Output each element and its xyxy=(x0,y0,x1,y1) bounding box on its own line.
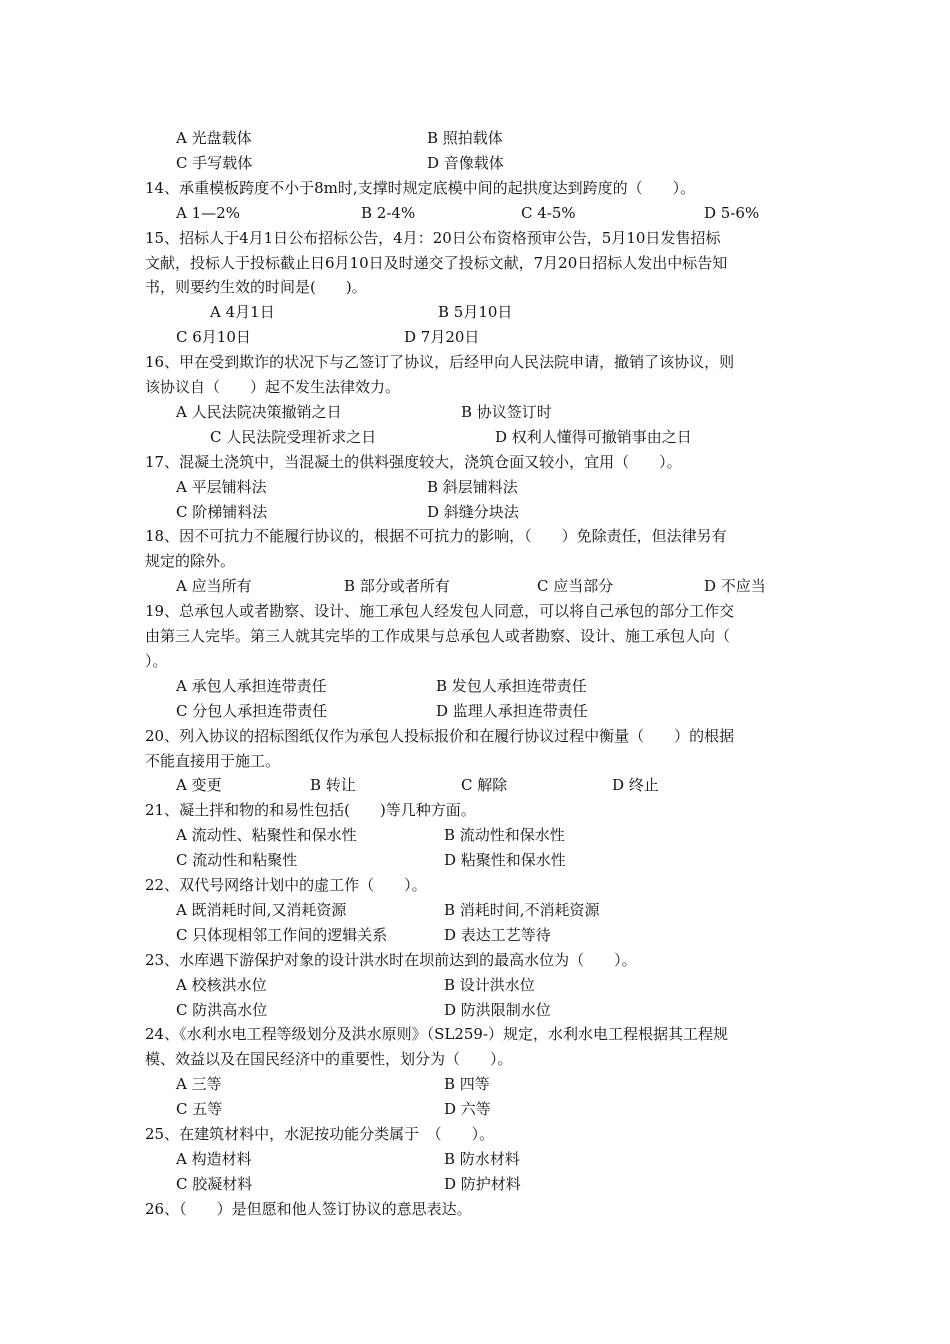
text-line: C 五等 xyxy=(176,1100,223,1118)
text-line: 18、因不可抗力不能履行协议的，根据不可抗力的影响，（ ）免除责任，但法律另有 xyxy=(145,527,727,545)
text-line: B 发包人承担连带责任 xyxy=(436,677,587,695)
text-line: 25、在建筑材料中，水泥按功能分类属于 （ ）。 xyxy=(145,1125,495,1143)
text-line: A 承包人承担连带责任 xyxy=(176,677,327,695)
text-line: C 应当部分 xyxy=(537,577,614,595)
text-line: D 监理人承担连带责任 xyxy=(436,702,588,720)
text-line: 15、招标人于4月1日公布招标公告，4月：20日公布资格预审公告，5月10日发售招标 xyxy=(145,229,721,247)
text-line: 16、甲在受到欺诈的状况下与乙签订了协议，后经甲向人民法院申请，撤销了该协议，则 xyxy=(145,353,735,371)
text-line: A 平层铺料法 xyxy=(176,478,267,496)
text-line: 规定的除外。 xyxy=(145,552,236,570)
text-line: A 构造材料 xyxy=(176,1150,252,1168)
text-line: 26、（ ）是但愿和他人签订协议的意思表达。 xyxy=(145,1200,472,1218)
text-line: 不能直接用于施工。 xyxy=(145,752,281,770)
text-line: A 变更 xyxy=(176,776,222,794)
text-line: D 粘聚性和保水性 xyxy=(444,851,566,869)
text-line: B 防水材料 xyxy=(444,1150,520,1168)
text-line: B 转让 xyxy=(310,776,356,794)
text-line: 21、凝土拌和物的和易性包括( )等几种方面。 xyxy=(145,801,476,819)
text-line: B 2-4% xyxy=(361,204,416,222)
text-line: A 既消耗时间,又消耗资源 xyxy=(176,901,347,919)
text-line: B 斜层铺料法 xyxy=(427,478,518,496)
text-line: B 部分或者所有 xyxy=(344,577,450,595)
text-line: A 三等 xyxy=(176,1075,222,1093)
text-line: C 阶梯铺料法 xyxy=(176,503,268,521)
text-line: C 分包人承担连带责任 xyxy=(176,702,328,720)
text-line: D 5-6% xyxy=(704,204,760,222)
text-line: B 设计洪水位 xyxy=(444,976,535,994)
text-line: A 流动性、粘聚性和保水性 xyxy=(176,826,357,844)
text-line: 24、《水利水电工程等级划分及洪水原则》（SL259-）规定，水利水电工程根据其工程规 xyxy=(145,1025,729,1043)
text-line: B 协议签订时 xyxy=(461,403,552,421)
text-line: B 消耗时间,不消耗资源 xyxy=(444,901,600,919)
text-line: C 解除 xyxy=(461,776,508,794)
text-line: D 六等 xyxy=(444,1100,491,1118)
text-line: 19、总承包人或者勘察、设计、施工承包人经发包人同意，可以将自己承包的部分工作交 xyxy=(145,602,735,620)
text-line: A 人民法院决策撤销之日 xyxy=(176,403,342,421)
text-line: C 6月10日 xyxy=(176,328,251,346)
text-line: 17、混凝土浇筑中，当混凝土的供料强度较大，浇筑仓面又较小，宜用（ ）。 xyxy=(145,453,682,471)
text-line: C 流动性和粘聚性 xyxy=(176,851,298,869)
text-line: C 手写载体 xyxy=(176,154,253,172)
text-line: D 7月20日 xyxy=(404,328,480,346)
text-line: A 4月1日 xyxy=(210,303,275,321)
text-line: C 只体现相邻工作间的逻辑关系 xyxy=(176,926,388,944)
text-line: D 不应当 xyxy=(704,577,766,595)
text-line: D 防护材料 xyxy=(444,1175,521,1193)
text-line: B 流动性和保水性 xyxy=(444,826,565,844)
text-line: B 照拍载体 xyxy=(427,129,503,147)
text-line: A 1—2% xyxy=(176,204,240,222)
text-line: D 斜缝分块法 xyxy=(427,503,519,521)
text-line: 文献，投标人于投标截止日6月10日及时递交了投标文献，7月20日招标人发出中标告知 xyxy=(145,254,728,272)
text-line: D 终止 xyxy=(612,776,659,794)
text-line: 该协议自（ ）起不发生法律效力。 xyxy=(145,378,401,396)
text-line: 14、承重模板跨度不小于8m时,支撑时规定底模中间的起拱度达到跨度的（ ）。 xyxy=(145,179,696,197)
text-line: A 应当所有 xyxy=(176,577,252,595)
text-line: A 光盘载体 xyxy=(176,129,252,147)
text-line: D 权利人懂得可撤销事由之日 xyxy=(495,428,692,446)
text-line: D 音像载体 xyxy=(427,154,504,172)
text-line: C 4-5% xyxy=(521,204,576,222)
text-line: C 胶凝材料 xyxy=(176,1175,253,1193)
text-line: A 校核洪水位 xyxy=(176,976,267,994)
text-line: C 防洪高水位 xyxy=(176,1001,268,1019)
text-line: 书，则要约生效的时间是( )。 xyxy=(145,278,367,296)
text-line: 22、双代号网络计划中的虚工作（ ）。 xyxy=(145,876,427,894)
text-line: 23、水库遇下游保护对象的设计洪水时在坝前达到的最高水位为（ ）。 xyxy=(145,951,637,969)
text-line: B 5月10日 xyxy=(438,303,513,321)
text-line: ）。 xyxy=(145,652,168,670)
text-line: C 人民法院受理祈求之日 xyxy=(210,428,377,446)
text-line: B 四等 xyxy=(444,1075,490,1093)
text-line: 由第三人完毕。第三人就其完毕的工作成果与总承包人或者勘察、设计、施工承包人向（ xyxy=(145,627,731,645)
text-line: 模、效益以及在国民经济中的重要性，划分为（ ）。 xyxy=(145,1050,513,1068)
text-line: D 防洪限制水位 xyxy=(444,1001,551,1019)
text-line: D 表达工艺等待 xyxy=(444,926,551,944)
text-line: 20、列入协议的招标图纸仅作为承包人投标报价和在履行协议过程中衡量（ ）的根据 xyxy=(145,727,735,745)
